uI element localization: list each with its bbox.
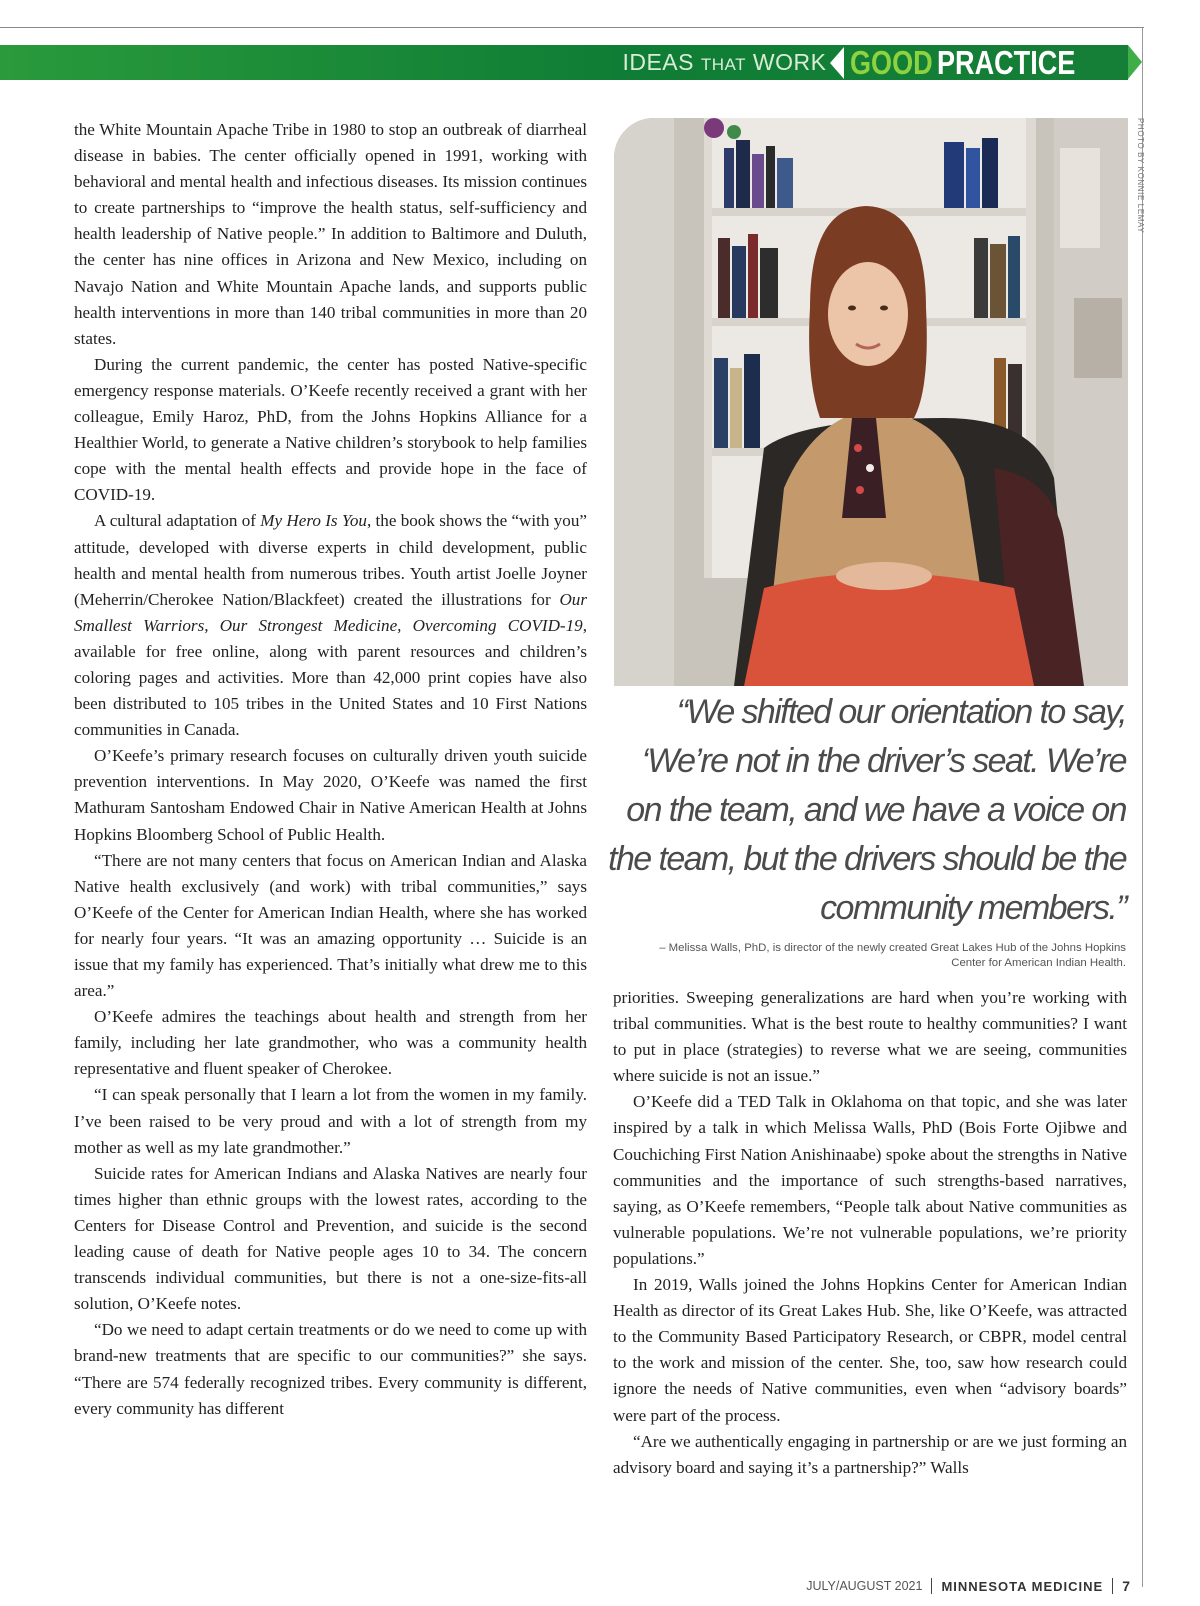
article-column-right	[613, 985, 1127, 1481]
top-rule	[0, 27, 1144, 28]
issue-date: JULY/AUGUST 2021	[806, 1579, 923, 1593]
page-footer	[806, 1576, 1130, 1596]
pull-quote-attribution: – Melissa Walls, PhD, is director of the newly created Great Lakes Hub of the Johns Hopkins Center for American Indian Health.	[659, 942, 1126, 969]
portrait-illustration	[614, 118, 1128, 686]
paragraph: During the current pandemic, the center has posted Native-specific emergency response materials. O’Keefe recently received a grant with her colleague, Emily Haroz, PhD, from the Johns Hopkins Alliance for a Healthier World, to generate a Native children’s storybook to help families cope with the mental health effects and provide hope in the face of COVID-19.	[74, 354, 587, 505]
book-title: Our Smallest Warriors, Our Strongest Medicine, Overcoming COVID-19	[74, 589, 587, 635]
article-column-left	[74, 117, 587, 1422]
magazine-name: MINNESOTA MEDICINE	[941, 1578, 1104, 1594]
footer-divider	[931, 1578, 932, 1594]
paragraph: O’Keefe’s primary research focuses on culturally driven youth suicide prevention interventions. In May 2020, O’Keefe was named the first Mathuram Santosham Endowed Chair in Native American Health at Johns Hopkins Bloomberg School of Public Health.	[74, 746, 587, 844]
paragraph: priorities. Sweeping generalizations are hard when you’re working with tribal communities. What is the best route to healthy communities? I want to put in place (strategies) to reverse what we are seeing, communities where suicide is not an issue.”	[613, 988, 1127, 1086]
portrait-photo	[614, 118, 1128, 686]
paragraph: A cultural adaptation of My Hero Is You, the book shows the “with you” attitude, developed with diverse experts in child development, public health and mental health from numerous tribes. Youth artist Joelle Joyner (Meherrin/Cherokee Nation/Blackfeet) created the illustrations for Our Smallest Warriors, Our Strongest Medicine, Overcoming COVID-19, available for free online, along with parent resources and children’s coloring pages and activities. More than 42,000 print copies have also been distributed to 105 tribes in the United States and 10 First Nations communities in Canada.	[74, 511, 587, 740]
practice-label: PRACTICE	[937, 43, 1076, 81]
paragraph: “Do we need to adapt certain treatments or do we need to come up with brand-new treatments that are specific to our communities?” she says. “There are 574 federally recognized tribes. Every community is different, every community has different	[74, 1320, 587, 1418]
photo-credit: PHOTO BY KONNIE LEMAY	[1136, 118, 1145, 234]
chevron-left-icon	[830, 47, 844, 79]
banner-arrow-tip	[1128, 45, 1142, 79]
ideas-that-work-label: IDEAS THAT WORK	[622, 49, 827, 75]
pull-quote: “We shifted our orientation to say, ‘We’re not in the driver’s seat. We’re on the team, and we have a voice on the team, but the drivers should be the community members.”	[608, 693, 1126, 927]
section-title	[622, 45, 1106, 80]
good-label: GOOD	[850, 43, 934, 81]
page-number: 7	[1122, 1578, 1130, 1594]
book-title: My Hero Is You	[260, 511, 367, 531]
paragraph: O’Keefe admires the teachings about health and strength from her family, including her late grandmother, who was a community health representative and fluent speaker of Cherokee.	[74, 1007, 587, 1079]
paragraph: “Are we authentically engaging in partnership or are we just forming an advisory board and saying it’s a partnership?” Walls	[613, 1431, 1127, 1477]
footer-divider	[1112, 1578, 1113, 1594]
paragraph: “I can speak personally that I learn a lot from the women in my family. I’ve been raised to be very proud and with a lot of strength from my mother as well as my late grandmother.”	[74, 1085, 587, 1157]
paragraph: In 2019, Walls joined the Johns Hopkins Center for American Indian Health as director of its Great Lakes Hub. She, like O’Keefe, was attracted to the Community Based Participatory Research, or CBPR, model central to the work and mission of the center. She, too, saw how research could ignore the needs of Native communities, even when “advisory boards” were part of the process.	[613, 1275, 1127, 1425]
paragraph: the White Mountain Apache Tribe in 1980 to stop an outbreak of diarrheal disease in babies. The center officially opened in 1991, working with behavioral and mental health and infectious diseases. Its mission continues to create partnerships to “improve the health status, self-sufficiency and health leadership of Native people.” In addition to Baltimore and Duluth, the center has nine offices in Arizona and New Mexico, including on Navajo Nation and White Mountain Apache lands, and supports public health interventions in more than 140 tribal communities in more than 20 states.	[74, 120, 587, 348]
paragraph: “There are not many centers that focus on American Indian and Alaska Native health exclusively (and work) with tribal communities,” says O’Keefe of the Center for American Indian Health, where she has worked for nearly four years. “It was an amazing opportunity … Suicide is an issue that my family has experienced. That’s initially what drew me to this area.”	[74, 850, 587, 1001]
right-rule	[1142, 27, 1143, 1587]
paragraph: O’Keefe did a TED Talk in Oklahoma on that topic, and she was later inspired by a talk in which Melissa Walls, PhD (Bois Forte Ojibwe and Couchiching First Nation Anishinaabe) spoke about the strengths in Native communities and the importance of such strengths-based narratives, saying, as O’Keefe remembers, “People talk about Native communities as vulnerable populations. We’re not vulnerable populations, we’re priority populations.”	[613, 1092, 1127, 1268]
paragraph: Suicide rates for American Indians and Alaska Natives are nearly four times higher than ethnic groups with the lowest rates, according to the Centers for Disease Control and Prevention, and suicide is the second leading cause of death for Native people ages 10 to 34. The concern transcends individual communities, but there is not a one-size-fits-all solution, O’Keefe notes.	[74, 1163, 587, 1314]
